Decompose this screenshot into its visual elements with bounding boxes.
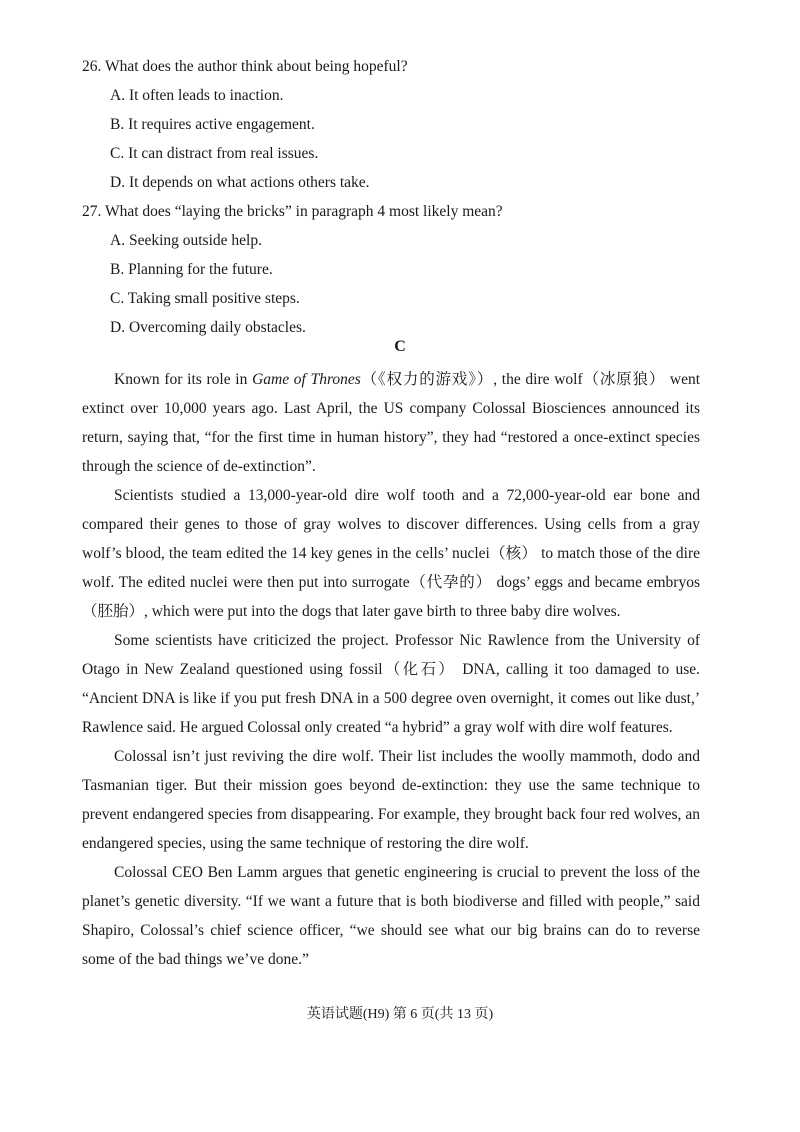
- paragraph-1: [82, 365, 700, 481]
- question-26-option-b: B. It requires active engagement.: [110, 116, 315, 133]
- question-26-option-a: A. It often leads to inaction.: [110, 87, 284, 104]
- question-27-option-b: B. Planning for the future.: [110, 261, 273, 278]
- question-27-stem: 27. What does “laying the bricks” in paragraph 4 most likely mean?: [82, 203, 503, 220]
- question-27-option-c: C. Taking small positive steps.: [110, 290, 300, 307]
- book-title: Game of Thrones: [252, 371, 361, 388]
- section-title: C: [394, 338, 406, 355]
- paragraph-5: Colossal CEO Ben Lamm argues that genetic engineering is crucial to prevent the loss of the planet’s genetic diversity. “If we want a future that is both biodiverse and filled with people,” said Shapiro, Colossal’s chief science officer, “we should see what our big brains can do to reverse some of the bad things we’ve done.”: [82, 864, 700, 968]
- question-26-option-c: C. It can distract from real issues.: [110, 145, 319, 162]
- page-footer: 英语试题(H9) 第 6 页(共 13 页): [306, 1007, 494, 1022]
- reading-passage: [82, 365, 700, 974]
- paragraph-2: Scientists studied a 13,000-year-old dire wolf tooth and a 72,000-year-old ear bone and compared their genes to those of gray wolves to discover differences. Using cells from a gray wolf’s blood, the team edited the 14 key genes in the cells’ nuclei（核） to match those of the dire wolf. The edited nuclei were then put into surrogate（代孕的） dogs’ eggs and became embryos（胚胎）, which were put into the dogs that later gave birth to three baby dire wolves.: [82, 487, 700, 620]
- paragraph-3: Some scientists have criticized the project. Professor Nic Rawlence from the University of Otago in New Zealand questioned using fossil（化石） DNA, calling it too damaged to use. “Ancient DNA is like if you put fresh DNA in a 500 degree oven overnight, it comes out like dust,’ Rawlence said. He argued Colossal only created “a hybrid” a gray wolf with dire wolf features.: [82, 632, 700, 736]
- question-26-stem: 26. What does the author think about being hopeful?: [82, 58, 408, 75]
- paragraph-4: Colossal isn’t just reviving the dire wolf. Their list includes the woolly mammoth, dodo and Tasmanian tiger. But their mission goes beyond de-extinction: they use the same technique to prevent endangered species from disappearing. For example, they brought back four red wolves, an endangered species, using the same technique of restoring the dire wolf.: [82, 748, 700, 852]
- paragraph-1-intro: Known for its role in: [114, 371, 253, 388]
- question-26-option-d: D. It depends on what actions others take.: [110, 174, 370, 191]
- question-27-option-a: A. Seeking outside help.: [110, 232, 262, 249]
- question-27-option-d: D. Overcoming daily obstacles.: [110, 319, 306, 336]
- question-list: [82, 52, 722, 342]
- paragraph-1-body: （《权力的游戏》）, the dire wolf（冰原狼） went extinct over 10,000 years ago. Last April, the US company Colossal Biosciences announced its return, saying that, “for the first time in human history”, they had “restored a once-extinct species through the science of de-extinction”.: [82, 371, 701, 475]
